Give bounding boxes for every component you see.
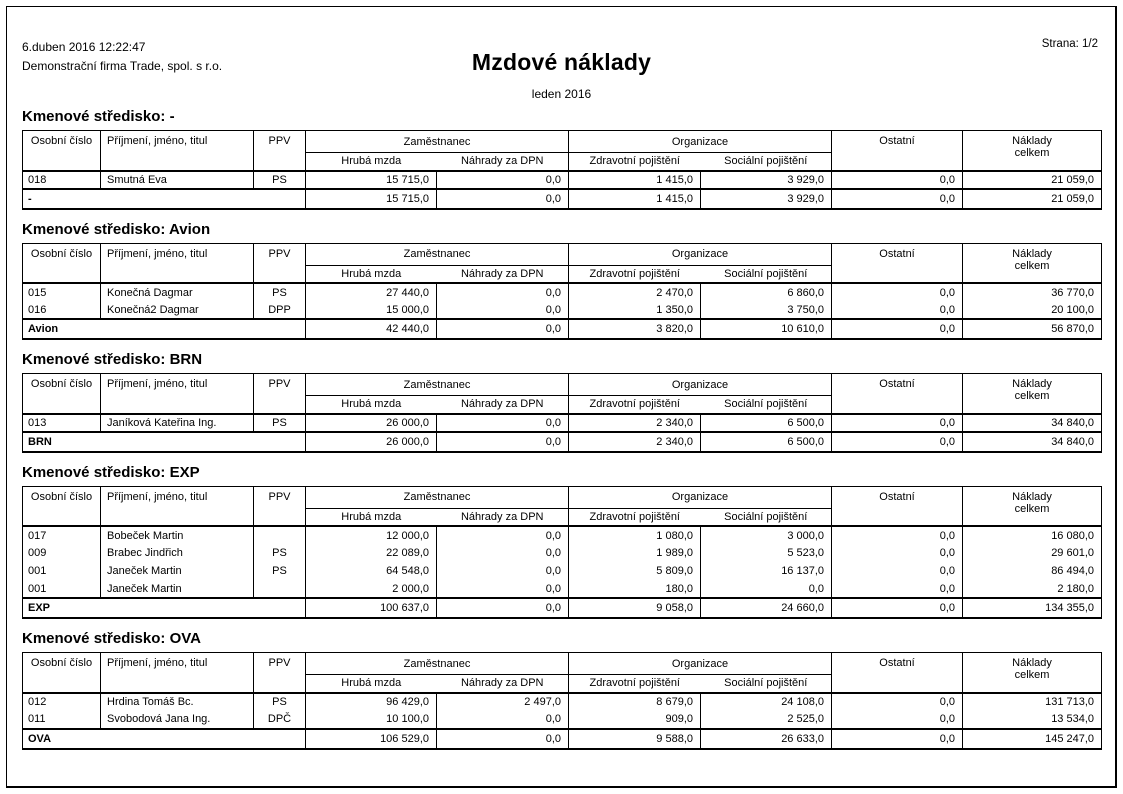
cell-total: 16 080,0 [963,526,1102,544]
table-header [23,486,1102,526]
header-other: Ostatní [832,653,963,693]
cell-personal-number: 015 [28,286,47,299]
total-social: 24 660,0 [701,598,832,618]
header-total-costs [963,486,1102,526]
cell-other: 0,0 [832,301,963,319]
cell-ppv: PS [254,414,306,432]
section-title-label: Kmenové středisko: [22,351,166,368]
department-section [22,351,1101,453]
total-costs: 56 870,0 [963,319,1102,339]
total-gross: 106 529,0 [306,729,437,749]
cell-health: 909,0 [569,711,701,729]
cell-ppv [254,526,306,544]
cell-ppv: PS [254,693,306,711]
employee-row [23,171,1102,189]
cell-ppv: PS [254,562,306,580]
total-social: 26 633,0 [701,729,832,749]
cell-personal-number: 013 [28,416,47,429]
cell-name: Janíková Kateřina Ing. [101,414,254,432]
header-group-organization: Organizace [569,374,832,396]
total-row [23,319,1102,339]
employee-row [23,283,1102,301]
total-row [23,598,1102,618]
employee-rows [23,693,1102,729]
total-gross: 15 715,0 [306,189,437,209]
header-name: Příjmení, jméno, titul [101,486,254,526]
cell-gross: 15 715,0 [306,171,437,189]
cell-dpn: 0,0 [437,301,569,319]
table-header [23,131,1102,171]
total-dpn: 0,0 [437,729,569,749]
department-section [22,464,1101,620]
section-name: Avion [169,220,211,238]
total-health: 2 340,0 [569,432,701,452]
cell-other: 0,0 [832,562,963,580]
header-group-organization: Organizace [569,243,832,265]
cell-social: 6 860,0 [701,283,832,301]
cell-name: Janeček Martin [101,580,254,598]
report-header [0,0,1123,103]
total-gross: 42 440,0 [306,319,437,339]
total-costs: 34 840,0 [963,432,1102,452]
header-personal-number: Osobní číslo [23,374,101,414]
header-social-insurance: Sociální pojištění [701,508,832,526]
section-title-label: Kmenové středisko: [22,220,166,238]
cell-social: 3 929,0 [701,171,832,189]
total-social: 3 929,0 [701,189,832,209]
header-group-organization: Organizace [569,486,832,508]
cell-personal-number: 009 [28,547,47,559]
total-costs: 145 247,0 [963,729,1102,749]
header-group-employee: Zaměstnanec [306,374,569,396]
cell-health: 1 415,0 [569,171,701,189]
header-other: Ostatní [832,243,963,283]
header-dpn-compensation: Náhrady za DPN [437,153,569,171]
section-title [22,464,1101,481]
header-group-organization: Organizace [569,131,832,153]
section-name: EXP [169,463,200,481]
header-personal-number: Osobní číslo [23,653,101,693]
header-total-costs-line2: celkem [1014,390,1050,402]
header-social-insurance: Sociální pojištění [701,153,832,171]
cell-name: Konečná2 Dagmar [101,301,254,319]
header-ppv: PPV [254,374,306,414]
total-row [23,729,1102,749]
cell-total: 21 059,0 [963,171,1102,189]
total-row [23,189,1102,209]
section-title [22,221,1101,238]
header-total-costs-line2: celkem [1014,502,1050,515]
total-other: 0,0 [832,432,963,452]
cell-dpn: 0,0 [437,526,569,544]
payroll-table [22,243,1102,341]
total-label: BRN [23,432,306,452]
header-health-insurance: Zdravotní pojištění [569,508,701,526]
header-name: Příjmení, jméno, titul [101,653,254,693]
cell-ppv: PS [254,283,306,301]
header-ppv: PPV [254,653,306,693]
cell-gross: 12 000,0 [306,526,437,544]
cell-health: 2 470,0 [569,283,701,301]
cell-social: 3 000,0 [701,526,832,544]
employee-row [23,544,1102,562]
header-name: Příjmení, jméno, titul [101,131,254,171]
cell-name: Konečná Dagmar [101,283,254,301]
table-header [23,653,1102,693]
total-gross: 100 637,0 [306,598,437,618]
header-other: Ostatní [832,486,963,526]
report-datetime: 6.duben 2016 12:22:47 [22,40,146,54]
employee-row [23,301,1102,319]
employee-rows [23,171,1102,189]
cell-other: 0,0 [832,711,963,729]
table-header [23,243,1102,283]
cell-gross: 27 440,0 [306,283,437,301]
header-total-costs-line1: Náklady [1012,247,1052,260]
header-group-employee: Zaměstnanec [306,243,569,265]
cell-personal-number: 001 [28,582,47,595]
total-social: 10 610,0 [701,319,832,339]
header-name: Příjmení, jméno, titul [101,243,254,283]
cell-gross: 26 000,0 [306,414,437,432]
cell-gross: 2 000,0 [306,580,437,598]
cell-health: 1 989,0 [569,544,701,562]
cell-social: 6 500,0 [701,414,832,432]
cell-ppv: PS [254,171,306,189]
employee-rows [23,526,1102,598]
section-title-label: Kmenové středisko: [22,463,166,481]
header-total-costs [963,653,1102,693]
report-subtitle: leden 2016 [531,87,592,101]
cell-gross: 15 000,0 [306,301,437,319]
header-dpn-compensation: Náhrady za DPN [437,265,569,283]
header-total-costs [963,243,1102,283]
total-label: - [23,189,306,209]
table-header [23,374,1102,414]
total-dpn: 0,0 [437,189,569,209]
header-group-organization: Organizace [569,653,832,675]
cell-personal-number: 016 [28,303,47,316]
total-gross: 26 000,0 [306,432,437,452]
header-social-insurance: Sociální pojištění [701,265,832,283]
employee-rows [23,414,1102,432]
header-personal-number: Osobní číslo [23,243,101,283]
cell-total: 20 100,0 [963,301,1102,319]
cell-other: 0,0 [832,171,963,189]
header-gross-wage: Hrubá mzda [306,675,437,693]
section-name: OVA [169,630,201,647]
header-social-insurance: Sociální pojištění [701,675,832,693]
header-ppv: PPV [254,243,306,283]
header-other: Ostatní [832,131,963,171]
cell-ppv: DPČ [254,711,306,729]
cell-name: Bobeček Martin [101,526,254,544]
total-social: 6 500,0 [701,432,832,452]
header-total-costs [963,131,1102,171]
header-group-employee: Zaměstnanec [306,653,569,675]
section-name: - [169,108,175,125]
header-gross-wage: Hrubá mzda [306,396,437,414]
cell-other: 0,0 [832,414,963,432]
total-label: OVA [23,729,306,749]
employee-rows [23,283,1102,319]
header-personal-number: Osobní číslo [23,486,101,526]
cell-total: 13 534,0 [963,711,1102,729]
total-health: 3 820,0 [569,319,701,339]
cell-other: 0,0 [832,544,963,562]
section-title-label: Kmenové středisko: [22,108,166,125]
cell-total: 2 180,0 [963,580,1102,598]
total-costs: 134 355,0 [963,598,1102,618]
header-total-costs-line2: celkem [1014,669,1050,681]
total-other: 0,0 [832,598,963,618]
header-total-costs-line1: Náklady [1012,378,1052,390]
cell-dpn: 0,0 [437,562,569,580]
cell-other: 0,0 [832,526,963,544]
payroll-table [22,130,1102,210]
header-gross-wage: Hrubá mzda [306,508,437,526]
cell-total: 36 770,0 [963,283,1102,301]
total-dpn: 0,0 [437,598,569,618]
cell-other: 0,0 [832,580,963,598]
section-name: BRN [169,351,203,368]
cell-dpn: 2 497,0 [437,693,569,711]
cell-gross: 64 548,0 [306,562,437,580]
header-group-employee: Zaměstnanec [306,131,569,153]
total-row [23,432,1102,452]
cell-personal-number: 012 [28,696,47,708]
cell-gross: 96 429,0 [306,693,437,711]
cell-health: 5 809,0 [569,562,701,580]
cell-other: 0,0 [832,283,963,301]
cell-dpn: 0,0 [437,414,569,432]
cell-name: Janeček Martin [101,562,254,580]
employee-row [23,414,1102,432]
cell-gross: 10 100,0 [306,711,437,729]
header-total-costs-line2: celkem [1014,147,1050,159]
header-gross-wage: Hrubá mzda [306,265,437,283]
employee-row [23,693,1102,711]
header-social-insurance: Sociální pojištění [701,396,832,414]
company-name: Demonstrační firma Trade, spol. s r.o. [22,59,223,73]
header-ppv: PPV [254,486,306,526]
header-total-costs-line2: celkem [1014,259,1050,272]
total-other: 0,0 [832,189,963,209]
header-total-costs [963,374,1102,414]
cell-health: 2 340,0 [569,414,701,432]
cell-gross: 22 089,0 [306,544,437,562]
cell-personal-number: 018 [28,173,47,186]
cell-dpn: 0,0 [437,580,569,598]
cell-dpn: 0,0 [437,711,569,729]
cell-name: Hrdina Tomáš Bc. [101,693,254,711]
report-title: Mzdové náklady [471,49,652,75]
header-total-costs-line1: Náklady [1012,490,1052,503]
header-group-employee: Zaměstnanec [306,486,569,508]
department-section [22,630,1101,750]
employee-row [23,562,1102,580]
cell-health: 1 080,0 [569,526,701,544]
cell-name: Svobodová Jana Ing. [101,711,254,729]
cell-personal-number: 017 [28,529,47,542]
cell-personal-number: 001 [28,565,47,577]
payroll-table [22,373,1102,453]
cell-name: Brabec Jindřich [101,544,254,562]
header-total-costs-line1: Náklady [1012,135,1052,147]
total-other: 0,0 [832,319,963,339]
cell-ppv: DPP [254,301,306,319]
total-health: 9 058,0 [569,598,701,618]
section-title [22,108,1101,125]
cell-social: 24 108,0 [701,693,832,711]
total-dpn: 0,0 [437,319,569,339]
department-section [22,108,1101,210]
header-gross-wage: Hrubá mzda [306,153,437,171]
total-label: EXP [23,598,306,618]
cell-dpn: 0,0 [437,544,569,562]
total-other: 0,0 [832,729,963,749]
cell-health: 8 679,0 [569,693,701,711]
total-label: Avion [23,319,306,339]
cell-social: 16 137,0 [701,562,832,580]
cell-total: 86 494,0 [963,562,1102,580]
payroll-table [22,652,1102,750]
employee-row [23,711,1102,729]
header-ppv: PPV [254,131,306,171]
section-title-label: Kmenové středisko: [22,630,166,647]
employee-row [23,526,1102,544]
header-health-insurance: Zdravotní pojištění [569,265,701,283]
header-dpn-compensation: Náhrady za DPN [437,396,569,414]
cell-health: 1 350,0 [569,301,701,319]
section-title [22,351,1101,368]
cell-name: Smutná Eva [101,171,254,189]
cell-dpn: 0,0 [437,171,569,189]
header-health-insurance: Zdravotní pojištění [569,153,701,171]
header-dpn-compensation: Náhrady za DPN [437,675,569,693]
total-health: 9 588,0 [569,729,701,749]
cell-personal-number: 011 [28,713,46,725]
cell-social: 5 523,0 [701,544,832,562]
cell-social: 3 750,0 [701,301,832,319]
cell-social: 0,0 [701,580,832,598]
cell-total: 131 713,0 [963,693,1102,711]
page-number-label: Strana: 1/2 [1041,38,1098,50]
total-dpn: 0,0 [437,432,569,452]
cell-health: 180,0 [569,580,701,598]
cell-ppv: PS [254,544,306,562]
cell-other: 0,0 [832,693,963,711]
header-health-insurance: Zdravotní pojištění [569,396,701,414]
cell-ppv [254,580,306,598]
employee-row [23,580,1102,598]
cell-dpn: 0,0 [437,283,569,301]
total-costs: 21 059,0 [963,189,1102,209]
cell-total: 29 601,0 [963,544,1102,562]
header-other: Ostatní [832,374,963,414]
cell-social: 2 525,0 [701,711,832,729]
header-name: Příjmení, jméno, titul [101,374,254,414]
payroll-table [22,486,1102,620]
total-health: 1 415,0 [569,189,701,209]
report-sections [0,108,1123,750]
header-dpn-compensation: Náhrady za DPN [437,508,569,526]
header-personal-number: Osobní číslo [23,131,101,171]
header-health-insurance: Zdravotní pojištění [569,675,701,693]
section-title [22,630,1101,647]
header-total-costs-line1: Náklady [1012,657,1052,669]
department-section [22,221,1101,341]
cell-total: 34 840,0 [963,414,1102,432]
